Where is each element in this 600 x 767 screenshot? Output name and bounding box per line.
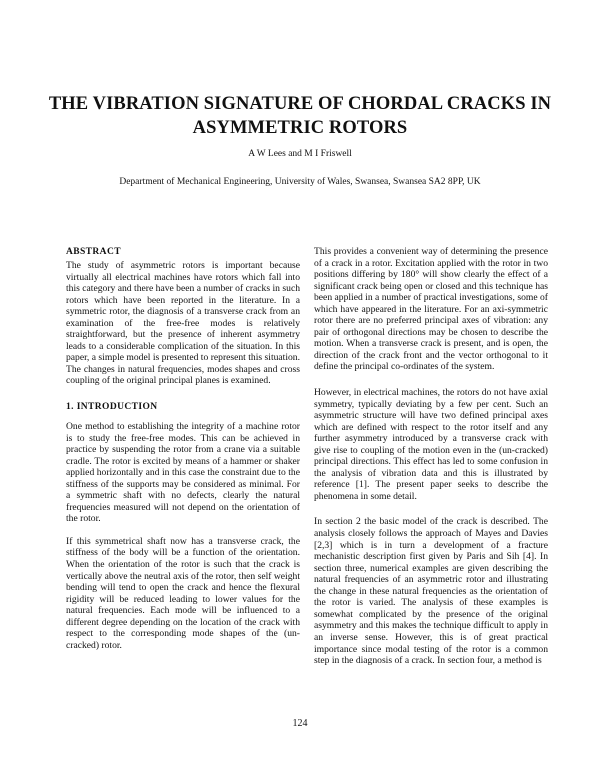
- right-paragraph-2: However, in electrical machines, the rotors do not have axial symmetry, typically deviating by a few per cent. Such an asymmetric structure will have two defined principal axes which are defined with respect to the rotor itself and any further asymmetry introduced by a transverse crack with give rise to coupling of the motion even in the (un-cracked) principal directions. This effect has led to some confusion in the analysis of vibration data and this is illustrated by reference [1]. The present paper seeks to describe the phenomena in some detail.: [314, 387, 548, 502]
- right-paragraph-1: This provides a convenient way of determining the presence of a crack in a rotor. Excitation applied with the rotor in two positions differing by 180° will show clearly the effect of a significant crack being open or closed and this technique has been applied in a number of practical investigations, some of which have appeared in the literature. For an axi-symmetric rotor there are no preferred principal axes of vibration: any pair of orthogonal directions may be chosen to describe the motion. When a transverse crack is present, and is open, the direction of the crack front and the vector orthogonal to it define the principal co-ordinates of the system.: [314, 246, 548, 373]
- right-column: [314, 246, 548, 667]
- abstract-text: The study of asymmetric rotors is important because virtually all electrical machines have rotors which fall into this category and there have been a number of cracks in such rotors which have been reported in the literature. In a symmetric rotor, the diagnosis of a transverse crack from an examination of the free-free modes is relatively straightforward, but the presence of inherent asymmetry leads to a considerable complication of the situation. In this paper, a simple model is presented to represent this situation. The changes in natural frequencies, modes shapes and cross coupling of the original principal planes is examined.: [66, 260, 300, 387]
- paper-title: [40, 92, 560, 140]
- right-paragraph-3: In section 2 the basic model of the crack is described. The analysis closely follows the approach of Mayes and Davies [2,3] which is in turn a development of a fracture mechanistic description first given by Paris and Sih [4]. In section three, numerical examples are given describing the natural frequencies of an asymmetric rotor and illustrating the change in these natural frequencies as the orientation of the rotor is varied. The analysis of these examples is somewhat complicated by the presence of the original asymmetry and this makes the technique difficult to apply in an inverse sense. However, this is of great practical importance since modal testing of the rotor is a common step in the diagnosis of a crack. In section four, a method is: [314, 516, 548, 667]
- abstract-heading: ABSTRACT: [66, 247, 121, 257]
- affiliation: Department of Mechanical Engineering, University of Wales, Swansea, Swansea SA2 8PP, UK: [119, 177, 481, 187]
- introduction-heading: 1. INTRODUCTION: [66, 402, 158, 413]
- left-column: [66, 246, 300, 651]
- authors: A W Lees and M I Friswell: [248, 149, 352, 159]
- title-line-1: THE VIBRATION SIGNATURE OF CHORDAL CRACKS IN: [48, 94, 552, 114]
- title-line-2: ASYMMETRIC ROTORS: [192, 118, 408, 138]
- introduction-paragraph-2: If this symmetrical shaft now has a transverse crack, the stiffness of the body will be a function of the orientation. When the orientation of the rotor is such that the crack is vertically above the neutral axis of the rotor, then self weight bending will tend to open the crack and hence the flexural rigidity will be reduced leading to lower values for the natural frequencies. Each mode will be influenced to a different degree depending on the location of the crack with respect to the corresponding mode shapes of the (un-cracked) rotor.: [66, 535, 300, 651]
- introduction-paragraph-1: One method to establishing the integrity of a machine rotor is to study the free-free modes. This can be achieved in practice by suspending the rotor from a crane via a suitable cradle. The rotor is excited by means of a hammer or shaker applied horizontally and in this case the constraint due to the stiffness of the supports may be considered as minimal. For a symmetric shaft with no defects, clearly the natural frequencies measured will not depend on the orientation of the rotor.: [66, 421, 300, 525]
- page-number: 124: [292, 718, 308, 729]
